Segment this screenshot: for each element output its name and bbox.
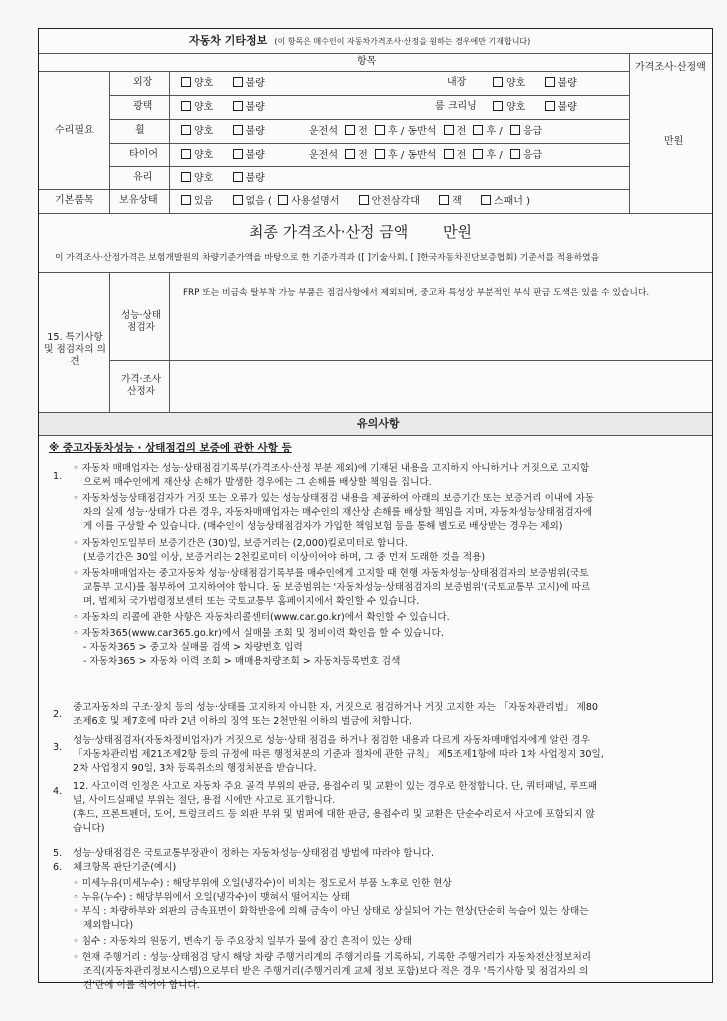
notice-line: 조제6호 및 제7호에 따라 2년 이하의 징역 또는 2천만원 이하의 벌금에 처합니다. (73, 716, 413, 727)
notice-line: - 자동차365 > 중고차 실매물 검색 > 차량번호 입력 (83, 642, 303, 653)
room-cleaning-options (493, 101, 577, 114)
wheel-emergency-label: 응급 (522, 126, 543, 137)
notice-line: ◦ 자동차의 리콜에 관한 사항은 자동차리콜센터(www.car.go.kr)에서 확인할 수 있습니다. (73, 612, 450, 623)
wheel-good-checkbox[interactable] (181, 125, 191, 135)
pricer-label: 가격·조사 산정자 (120, 374, 162, 397)
basic-none-checkbox[interactable] (233, 195, 243, 205)
notice-line: 교통부 고시)를 첨부하여 고지하여야 합니다. 동 보증범위는 '자동차성능·상태점검자의 보증범위'(국토교통부 고시)에 따르 (83, 582, 591, 593)
basic-triangle-label: 안전삼각대 (371, 196, 420, 207)
price-value: 만원 (664, 136, 684, 147)
gloss-bad-checkbox[interactable] (233, 101, 243, 111)
tire-bad-label: 불량 (245, 150, 265, 161)
tire-passenger-rear-label: 후 (486, 150, 497, 161)
notice-line: 습니다) (73, 823, 105, 834)
gloss-options (181, 101, 265, 114)
notice-line: ◦ 침수 : 자동차의 원동기, 변속기 등 주요장치 일부가 물에 잠긴 흔적이 있는 상태 (73, 936, 412, 947)
notice-line: 널, 사이드실패널 부위는 절단, 용접 시에만 사고로 표기합니다. (73, 795, 336, 806)
room-cleaning-good-checkbox[interactable] (493, 101, 503, 111)
wheel-passenger-front-label: 전 (456, 126, 467, 137)
basic-manual-label: 사용설명서 (291, 196, 340, 207)
tire-options (181, 149, 265, 162)
glass-bad-checkbox[interactable] (233, 172, 243, 182)
wheel-passenger-rear-label: 후 (486, 126, 497, 137)
exterior-good-label: 양호 (194, 78, 214, 89)
notice-line: 체크항목 판단기준(예시) (73, 862, 177, 873)
notice-line: ◦ 자동차365(www.car365.go.kr)에서 실매물 조회 및 정비이력 확인을 할 수 있습니다. (73, 628, 444, 639)
gloss-good-checkbox[interactable] (181, 101, 191, 111)
wheel-driver-front-checkbox[interactable] (345, 125, 355, 135)
notice-line: ◦ 자동차매매업자는 중고자동차 성능·상태점검기록부를 매수인에게 고지할 때 현행 자동차성능·상태점검자의 보증범위(국토 (73, 568, 589, 579)
gloss-good-label: 양호 (194, 102, 214, 113)
notice-number-5: 5. (53, 848, 63, 859)
section-title: 자동차 기타정보 (189, 34, 268, 47)
header-price: 가격조사·산정액 (635, 62, 706, 73)
final-price-unit: 만원 (443, 223, 472, 241)
basic-spanner-label: 스패너 ) (493, 196, 531, 207)
notices-heading: ※ 중고자동차성능 · 상태점검의 보증에 관한 사항 등 (49, 442, 292, 454)
interior-bad-label: 불량 (557, 78, 577, 89)
row-label-room-cleaning: 룸 크리닝 (435, 101, 477, 112)
tire-good-checkbox[interactable] (181, 149, 191, 159)
interior-bad-checkbox[interactable] (545, 77, 555, 87)
wheel-options (181, 125, 265, 138)
room-cleaning-bad-checkbox[interactable] (545, 101, 555, 111)
interior-options (493, 77, 577, 90)
row-label-tire: 타이어 (129, 149, 158, 160)
notice-number-3: 3. (53, 742, 63, 753)
wheel-driver-front-label: 전 (358, 126, 368, 137)
tire-emergency-label: 응급 (522, 150, 543, 161)
exterior-bad-label: 불량 (245, 78, 265, 89)
inspector-note: FRP 또는 비금속 탈부착 가능 부품은 점검사항에서 제외되며, 중고차 특성상 부분적인 부식 판금 도색은 있을 수 있습니다. (183, 288, 650, 298)
notice-line: ◦ 누유(누수) : 해당부위에서 오일(냉각수)이 맺혀서 떨어지는 상태 (73, 892, 350, 903)
exterior-bad-checkbox[interactable] (233, 77, 243, 87)
wheel-emergency-checkbox[interactable] (510, 125, 520, 135)
tire-driver-front-label: 전 (358, 150, 368, 161)
repair-group-label: 수리필요 (55, 125, 94, 136)
notice-line: 며, 법제처 국가법령정보센터 또는 국토교통부 홈페이지에서 확인할 수 있습니다. (83, 596, 420, 607)
basic-items-status-label: 보유상태 (119, 195, 158, 206)
tire-good-label: 양호 (194, 150, 214, 161)
notice-line: 게 이를 구상할 수 있습니다. (매수인이 성능상태점검자가 가입한 책임보험 등을 통해 별도로 배상받는 경우는 제외) (83, 521, 563, 532)
notice-line: - 자동차365 > 자동차 이력 조회 > 매매용차량조회 > 자동차등록번호 검색 (83, 656, 401, 667)
basic-jack-label: 잭 (452, 196, 462, 207)
header-item: 항목 (357, 56, 377, 67)
tire-driver-rear-checkbox[interactable] (375, 149, 385, 159)
notice-number-6: 6. (53, 862, 63, 873)
tire-driver-front-checkbox[interactable] (345, 149, 355, 159)
notice-line: 차의 실제 성능·상태가 다른 경우, 자동차매매업자는 매수인의 재산상 손해를 배상할 책임을 지며, 자동차성능상태점검자에 (83, 507, 593, 518)
interior-good-label: 양호 (506, 78, 526, 89)
notice-line: (보증기간은 30일 이상, 보증거리는 2천킬로미터 이상이어야 하며, 그 중 먼저 도래한 것을 적용) (83, 552, 486, 563)
notice-number-2: 2. (53, 709, 63, 720)
notice-line: 12. 사고이력 인정은 사고로 자동차 주요 골격 부위의 판금, 용접수리 및 교환이 있는 경우로 한정합니다. 단, 쿼터패널, 루프패 (73, 781, 598, 792)
wheel-position-options: 운전석 전 후 / 동반석 전 후 / 응급 (309, 126, 543, 137)
gloss-bad-label: 불량 (245, 102, 265, 113)
tire-position-options: 운전석 전 후 / 동반석 전 후 / 응급 (309, 150, 543, 161)
wheel-passenger-label: 동반석 (407, 126, 437, 137)
notice-line: 2차 사업정지 90일, 3차 등록취소의 행정처분을 받습니다. (73, 763, 317, 774)
row-label-wheel: 휠 (135, 125, 145, 136)
inspector-label: 성능·상태 점검자 (120, 310, 162, 333)
basis-note: 이 가격조사·산정가격은 보험개발원의 차량기준가액을 바탕으로 한 기준가격과 ([ ]기술사회, [ ]한국자동차진단보증협회) 기준서를 적용하였음 (55, 253, 600, 263)
wheel-bad-checkbox[interactable] (233, 125, 243, 135)
row-label-interior: 내장 (447, 77, 467, 88)
exterior-good-checkbox[interactable] (181, 77, 191, 87)
wheel-driver-rear-checkbox[interactable] (375, 125, 385, 135)
wheel-bad-label: 불량 (245, 126, 265, 137)
notice-line: ◦ 자동차성능상태점검자가 거짓 또는 오류가 있는 성능상태점검 내용을 제공하여 아래의 보증기간 또는 보증거리 이내에 자동 (73, 493, 594, 504)
tire-driver-rear-label: 후 (388, 150, 398, 161)
notice-line: ◦ 미세누유(미세누수) : 해당부위에 오일(냉각수)이 비치는 정도로서 부품 노후로 인한 현상 (73, 878, 452, 889)
notice-line: 제외합니다) (83, 920, 134, 931)
wheel-driver-rear-label: 후 (388, 126, 398, 137)
wheel-driver-label: 운전석 (309, 126, 338, 137)
room-cleaning-bad-label: 불량 (557, 102, 577, 113)
tire-driver-label: 운전석 (309, 150, 338, 161)
basic-have-label: 있음 (194, 196, 214, 207)
notice-line: 성능·상태점검은 국토교통부장관이 정하는 자동차성능·상태점검 방법에 따라야 합니다. (73, 848, 435, 859)
glass-good-checkbox[interactable] (181, 172, 191, 182)
special-notes-label: 15. 특기사항 및 점검자의 의견 (44, 332, 106, 367)
final-price-line (249, 223, 472, 241)
row-label-glass: 유리 (133, 172, 153, 183)
tire-passenger-front-label: 전 (456, 150, 467, 161)
row-label-gloss: 광택 (133, 101, 153, 112)
tire-passenger-front-checkbox[interactable] (444, 149, 454, 159)
wheel-passenger-rear-checkbox[interactable] (473, 125, 483, 135)
tire-passenger-label: 동반석 (407, 150, 437, 161)
section-subtitle: (이 항목은 매수인이 자동차가격조사·산정을 원하는 경우에만 기재합니다) (274, 37, 531, 46)
final-price-label: 최종 가격조사·산정 금액 (249, 223, 409, 241)
basic-manual-checkbox[interactable] (278, 195, 288, 205)
basic-items-options (181, 195, 530, 208)
notice-line: 「자동차관리법 제21조제2항 등의 규정에 따른 행정처분의 기준과 절차에 관한 규칙」 제5조제1항에 따라 1차 사업정지 30일, (73, 749, 604, 760)
wheel-passenger-front-checkbox[interactable] (444, 125, 454, 135)
basic-jack-checkbox[interactable] (439, 195, 449, 205)
basic-items-label: 기본품목 (55, 195, 94, 206)
exterior-options (181, 77, 265, 90)
tire-passenger-rear-checkbox[interactable] (473, 149, 483, 159)
basic-spanner-checkbox[interactable] (481, 195, 491, 205)
notice-line: 중고자동차의 구조·장치 등의 성능·상태를 고지하지 아니한 자, 거짓으로 점검하거나 거짓 고지한 자는 「자동차관리법」 제80 (73, 702, 599, 713)
notice-number-1: 1. (53, 471, 63, 482)
glass-bad-label: 불량 (245, 173, 265, 184)
notice-line: 조직(자동차관리정보시스템)으로부터 받은 주행거리(주행거리계 교체 정보 포함)보다 적은 경우 '특기사항 및 점검자의 의 (83, 966, 589, 977)
glass-options (181, 172, 265, 185)
notice-line: ◦ 부식 : 차량하부와 외판의 금속표면이 화학반응에 의해 금속이 아닌 상태로 상실되어 가는 현상(단순히 녹슬어 있는 상태는 (73, 906, 589, 917)
inspection-record-page (38, 28, 713, 991)
tire-emergency-checkbox[interactable] (510, 149, 520, 159)
basic-have-checkbox[interactable] (181, 195, 191, 205)
wheel-good-label: 양호 (194, 126, 214, 137)
section-title-line (189, 35, 530, 48)
notice-line: ◦ 현재 주행거리 : 성능·상태점검 당시 해당 차량 주행거리계의 주행거리를 기록하되, 기록한 주행거리가 자동차전산정보처리 (73, 952, 592, 963)
basic-triangle-checkbox[interactable] (359, 195, 369, 205)
notices-title: 유의사항 (357, 417, 400, 430)
notice-line: 으로써 매수인에게 재산상 손해가 발생한 경우에는 그 손해를 배상할 책임을 집니다. (83, 477, 432, 488)
notice-line: 견'란에 이를 적어야 합니다. (83, 980, 200, 991)
notice-line: ◦ 자동차 매매업자는 성능·상태점검기록부(가격조사·산정 부분 제외)에 기재된 내용을 고지하지 아니하거나 거짓으로 고지함 (73, 463, 590, 474)
room-cleaning-good-label: 양호 (506, 102, 526, 113)
basic-none-label: 없음 ( (245, 196, 272, 207)
notice-line: 성능·상태점검자(자동차정비업자)가 거짓으로 성능·상태 점검을 하거나 점검한 내용과 다르게 자동차매매업자에게 알린 경우 (73, 735, 590, 746)
row-label-exterior: 외장 (133, 77, 153, 88)
notice-line: ◦ 자동차인도일부터 보증기간은 (30)일, 보증거리는 (2,000)킬로미터로 합니다. (73, 538, 408, 549)
notice-line: (후드, 프론트펜더, 도어, 트렁크리드 등 외판 부위 및 범퍼에 대한 판금, 용접수리 및 교환은 단순수리로서 사고에 포함되지 않 (73, 809, 595, 820)
glass-good-label: 양호 (194, 173, 214, 184)
interior-good-checkbox[interactable] (493, 77, 503, 87)
tire-bad-checkbox[interactable] (233, 149, 243, 159)
notice-number-4: 4. (53, 786, 63, 797)
